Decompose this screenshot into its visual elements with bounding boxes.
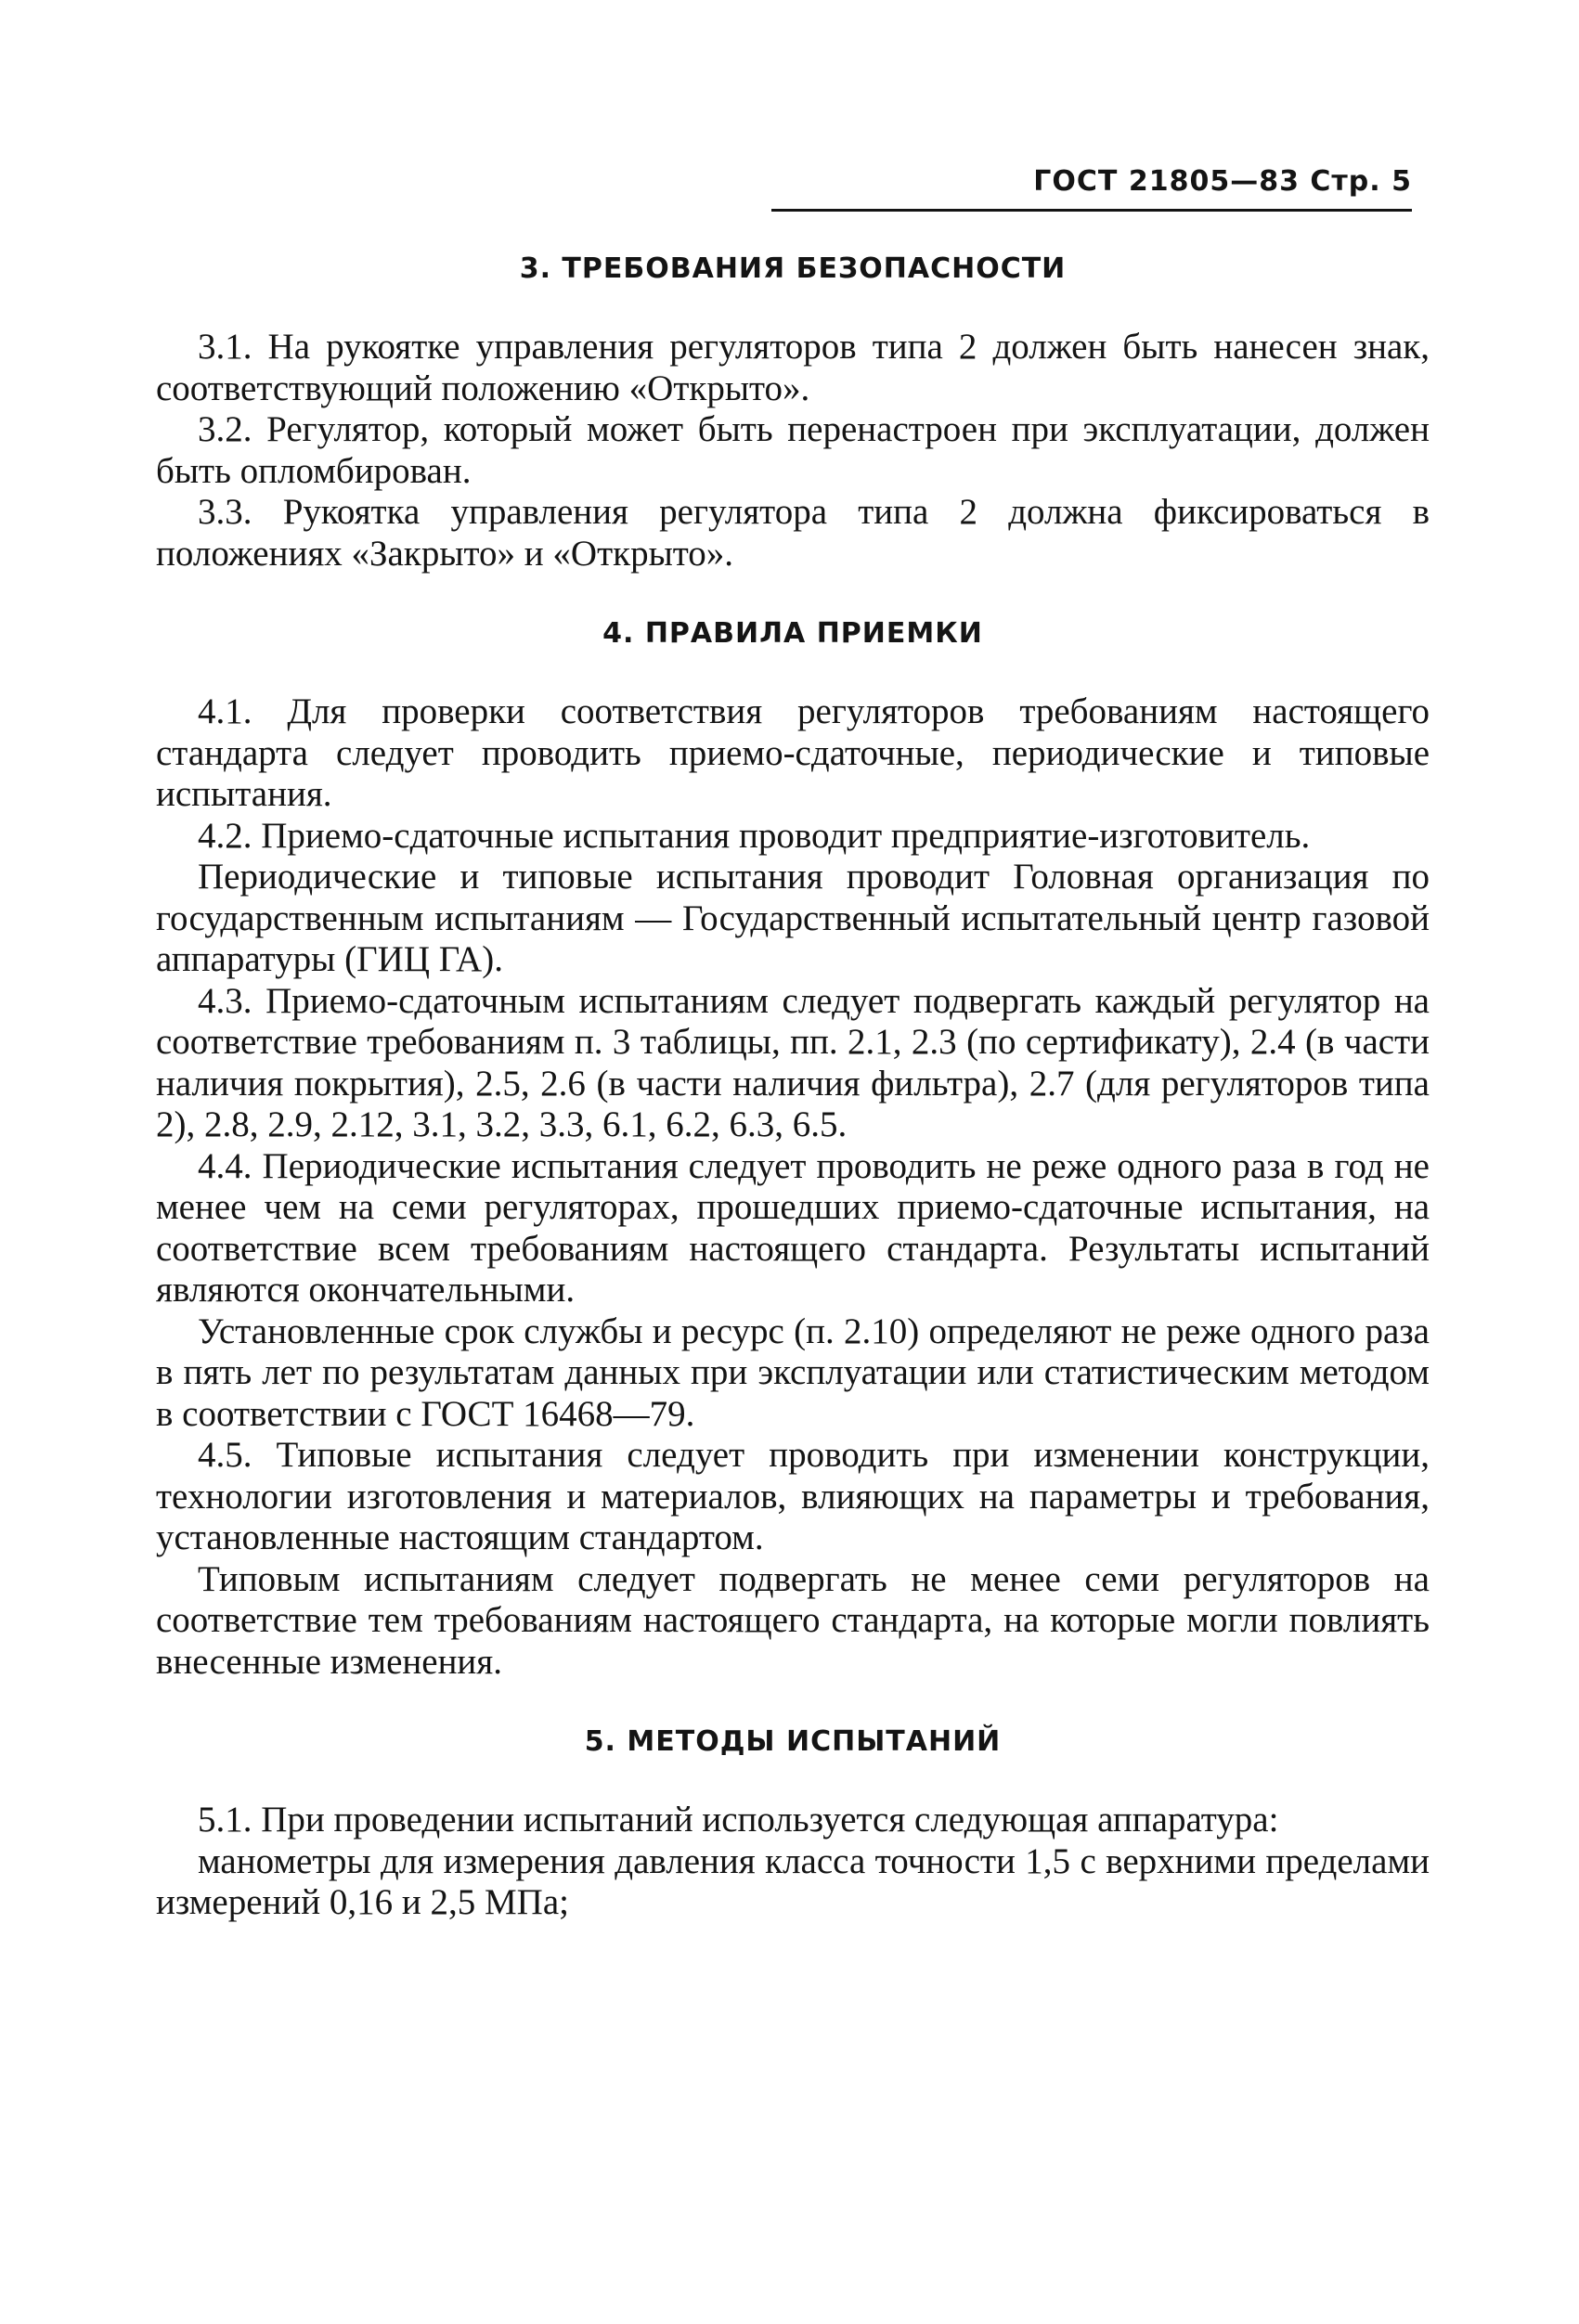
- paragraph: 4.3. Приемо-сдаточным испытаниям следует подвергать каждый регулятор на соответствие требованиям п. 3 таблицы, пп. 2.1, 2.3 (по сертификату), 2.4 (в части наличия покрытия), 2.5, 2.6 (в части наличия фильтра), 2.7 (для регуляторов типа 2), 2.8, 2.9, 2.12, 3.1, 3.2, 3.3, 6.1, 6.2, 6.3, 6.5.: [156, 980, 1430, 1144]
- paragraph: 4.2. Приемо-сдаточные испытания проводит предприятие-изготовитель.: [198, 815, 1311, 856]
- paragraph: Периодические и типовые испытания проводит Головная организация по государственным испытаниям — Государственный испытательный центр газовой аппаратуры (ГИЦ ГА).: [156, 857, 1430, 979]
- section-title: 3. ТРЕБОВАНИЯ БЕЗОПАСНОСТИ: [519, 252, 1067, 285]
- paragraph: Типовым испытаниям следует подвергать не менее семи регуляторов на соответствие тем требованиям настоящего стандарта, на которые могли повлиять внесенные изменения.: [156, 1558, 1430, 1682]
- paragraph: 3.3. Рукоятка управления регулятора типа 2 должна фиксироваться в положениях «Закрыто» и «Открыто».: [156, 492, 1430, 574]
- document-body: [156, 251, 1430, 1924]
- header-rule: [771, 209, 1412, 212]
- paragraph: 3.2. Регулятор, который может быть перенастроен при эксплуатации, должен быть опломбирован.: [156, 409, 1430, 491]
- section-acceptance-rules: [156, 615, 1430, 1683]
- section-title: 5. МЕТОДЫ ИСПЫТАНИЙ: [584, 1725, 1002, 1758]
- header-text: ГОСТ 21805—83 Стр. 5: [1033, 165, 1412, 198]
- paragraph: 4.5. Типовые испытания следует проводить при изменении конструкции, технологии изготовления и материалов, влияющих на параметры и требования, установленные настоящим стандартом.: [156, 1435, 1430, 1557]
- paragraph: 4.1. Для проверки соответствия регуляторов требованиям настоящего стандарта следует проводить приемо-сдаточные, периодические и типовые испытания.: [156, 691, 1430, 814]
- paragraph: Установленные срок службы и ресурс (п. 2.10) определяют не реже одного раза в пять лет по результатам данных при эксплуатации или статистическим методом в соответствии с ГОСТ 16468—79.: [156, 1310, 1430, 1434]
- section-safety-requirements: [156, 251, 1430, 575]
- section-test-methods: [156, 1724, 1430, 1924]
- paragraph: 4.4. Периодические испытания следует проводить не реже одного раза в год не менее чем на семи регуляторах, прошедших приемо-сдаточные испытания, на соответствие всем требованиям настоящего стандарта. Результаты испытаний являются окончательными.: [156, 1145, 1430, 1310]
- paragraph: манометры для измерения давления класса точности 1,5 с верхними пределами измерений 0,16 и 2,5 МПа;: [156, 1840, 1430, 1922]
- page-header: [771, 163, 1412, 200]
- section-title: 4. ПРАВИЛА ПРИЕМКИ: [602, 617, 983, 650]
- paragraph: 5.1. При проведении испытаний используется следующая аппаратура:: [198, 1800, 1279, 1840]
- paragraph: 3.1. На рукоятке управления регуляторов типа 2 должен быть нанесен знак, соответствующий положению «Открыто».: [156, 327, 1430, 408]
